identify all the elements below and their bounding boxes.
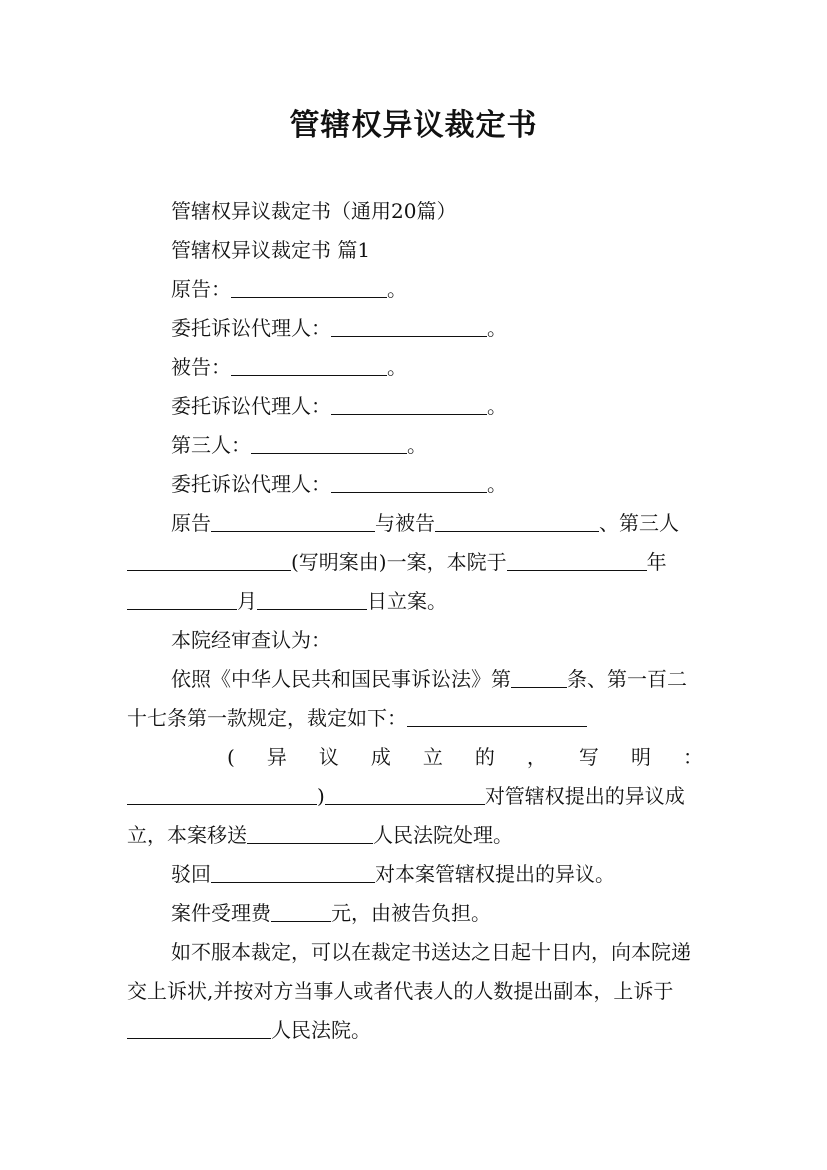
spread-char: ： — [682, 745, 703, 769]
document-subtitle: 管辖权异议裁定书（通用20篇） — [171, 199, 457, 223]
reject-party-blank — [211, 862, 375, 883]
document-title: 管辖权异议裁定书 — [289, 108, 538, 143]
third-party-agent-label: 委托诉讼代理人： — [171, 472, 331, 496]
period: 。 — [487, 316, 507, 340]
period: 。 — [487, 472, 507, 496]
section-heading: 管辖权异议裁定书 篇1 — [171, 238, 371, 262]
plaintiff-agent-line — [127, 309, 703, 348]
period: 。 — [387, 277, 407, 301]
reject-paragraph — [127, 855, 703, 894]
plaintiff-line — [127, 270, 703, 309]
objector-blank — [325, 784, 485, 805]
spread-char: 立 — [422, 745, 443, 769]
period: 。 — [407, 433, 427, 457]
defendant-agent-label: 委托诉讼代理人： — [171, 394, 331, 418]
review-text: 本院经审查认为： — [171, 628, 331, 652]
spread-char: 异 — [266, 745, 287, 769]
year-blank — [507, 550, 647, 571]
article-blank — [511, 667, 567, 688]
plaintiff-label: 原告： — [171, 277, 231, 301]
spread-char: 写 — [578, 745, 599, 769]
period: 。 — [487, 394, 507, 418]
reject-text: 驳回 — [171, 862, 211, 886]
spread-char: 明 — [630, 745, 651, 769]
defendant-name-blank — [435, 511, 599, 532]
fee-text: 元，由被告负担。 — [331, 901, 491, 925]
spread-char: ( — [227, 745, 235, 769]
instruction-blank — [127, 784, 317, 805]
defendant-label: 被告： — [171, 355, 231, 379]
law-text: 依照《中华人民共和国民事诉讼法》第 — [171, 667, 511, 691]
spread-char: 议 — [318, 745, 339, 769]
objection-paragraph — [127, 777, 703, 855]
third-party-label: 第三人： — [171, 433, 251, 457]
third-party-agent-blank — [331, 472, 487, 493]
court-blank — [247, 823, 373, 844]
plaintiff-name-blank — [211, 511, 375, 532]
appeal-court-blank — [127, 1018, 271, 1039]
day-blank — [257, 589, 367, 610]
plaintiff-agent-label: 委托诉讼代理人： — [171, 316, 331, 340]
case-text: 月 — [237, 589, 257, 613]
defendant-agent-blank — [331, 394, 487, 415]
document-body — [127, 192, 703, 1050]
appeal-text: 如不服本裁定，可以在裁定书送达之日起十日内，向本院递交上诉状,并按对方当事人或者代表人的人数提出副本，上诉于 — [127, 940, 691, 1003]
law-text: 条、第一百二十七条第一款规定，裁定如下： — [127, 667, 687, 730]
case-text: 、第三人 — [599, 511, 679, 535]
law-paragraph — [127, 660, 703, 738]
plaintiff-agent-blank — [331, 316, 487, 337]
third-party-agent-line — [127, 465, 703, 504]
fee-text: 案件受理费 — [171, 901, 271, 925]
spread-char: 成 — [370, 745, 391, 769]
period: 。 — [387, 355, 407, 379]
plaintiff-blank — [231, 277, 387, 298]
case-text: 年 — [646, 550, 667, 574]
spread-char: 的 — [474, 745, 495, 769]
case-text: 日立案。 — [367, 589, 447, 613]
fee-paragraph — [127, 894, 703, 933]
third-party-blank — [251, 433, 407, 454]
defendant-blank — [231, 355, 387, 376]
case-text: (写明案由)一案，本院于 — [291, 550, 507, 574]
third-party-line — [127, 426, 703, 465]
spread-char: ， — [526, 745, 547, 769]
month-blank — [127, 589, 237, 610]
law-text: 人民法院处理。 — [373, 823, 513, 847]
case-text: 与被告 — [375, 511, 435, 535]
law-text: 对管辖权提出的异议成立，本案移送 — [127, 784, 685, 847]
fee-amount-blank — [271, 901, 331, 922]
law-text: ) — [317, 784, 325, 808]
appeal-text: 人民法院。 — [271, 1018, 371, 1042]
reject-text: 对本案管辖权提出的异议。 — [375, 862, 615, 886]
case-text: 原告 — [171, 511, 211, 535]
case-paragraph — [127, 504, 703, 621]
appeal-paragraph — [127, 933, 703, 1050]
ruling-blank — [407, 706, 587, 727]
third-party-name-blank — [127, 550, 291, 571]
defendant-agent-line — [127, 387, 703, 426]
objection-instruction-line — [127, 738, 703, 777]
defendant-line — [127, 348, 703, 387]
